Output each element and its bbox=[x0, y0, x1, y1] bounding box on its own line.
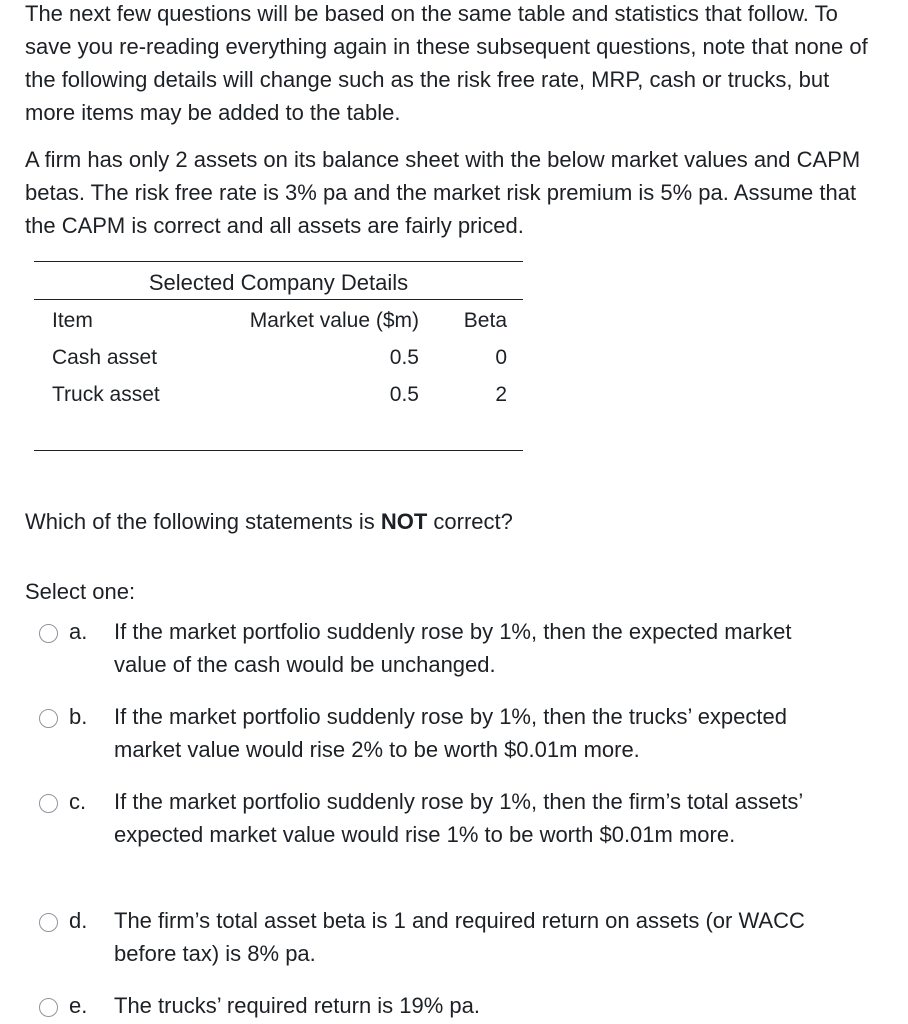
table-cell-market-value: 0.5 bbox=[389, 346, 419, 369]
table-top-rule bbox=[34, 261, 523, 262]
table-header-item: Item bbox=[52, 309, 93, 332]
radio-button-e[interactable] bbox=[39, 998, 58, 1017]
option-letter: c. bbox=[69, 789, 87, 814]
radio-button-c[interactable] bbox=[39, 794, 58, 813]
question-prompt bbox=[25, 505, 513, 538]
option-text[interactable]: The firm’s total asset beta is 1 and required return on assets (or WACC before tax) is 8% pa. bbox=[114, 908, 805, 966]
prompt-text-after: correct? bbox=[427, 509, 513, 534]
radio-button-d[interactable] bbox=[39, 913, 58, 932]
option-letter: b. bbox=[69, 704, 88, 729]
table-caption: Selected Company Details bbox=[148, 270, 409, 295]
table-cell-item: Cash asset bbox=[52, 346, 158, 369]
option-letter: a. bbox=[69, 619, 88, 644]
question-intro: The next few questions will be based on the same table and statistics that follow. To save you re-reading everything again in these subsequent questions, note that none of the following details will change such as the risk free rate, MRP, cash or trucks, but more items may be added to the table. bbox=[25, 1, 868, 125]
table-cell-item: Truck asset bbox=[52, 383, 160, 406]
table-bottom-rule bbox=[34, 450, 523, 451]
question-setup: A firm has only 2 assets on its balance sheet with the below market values and CAPM betas. The risk free rate is 3% pa and the market risk premium is 5% pa. Assume that the CAPM is correct and all assets are fairly priced. bbox=[25, 147, 861, 238]
select-one-label: Select one: bbox=[25, 579, 136, 604]
option-text[interactable]: If the market portfolio suddenly rose by 1%, then the expected market value of the cash would be unchanged. bbox=[114, 619, 792, 677]
table-cell-market-value: 0.5 bbox=[389, 383, 419, 406]
radio-button-b[interactable] bbox=[39, 709, 58, 728]
table-cell-beta: 0 bbox=[495, 346, 507, 369]
company-details-table bbox=[34, 261, 523, 451]
option-text[interactable]: If the market portfolio suddenly rose by 1%, then the trucks’ expected market value would rise 2% to be worth $0.01m more. bbox=[114, 704, 787, 762]
table-cell-beta: 2 bbox=[495, 383, 507, 406]
prompt-text-before: Which of the following statements is bbox=[25, 509, 381, 534]
prompt-emphasis: NOT bbox=[380, 509, 428, 534]
radio-button-a[interactable] bbox=[39, 624, 58, 643]
table-caption-rule bbox=[34, 299, 523, 300]
table-header-beta: Beta bbox=[463, 309, 507, 332]
option-letter: e. bbox=[69, 993, 88, 1018]
option-text[interactable]: The trucks’ required return is 19% pa. bbox=[114, 993, 481, 1018]
table-header-market-value: Market value ($m) bbox=[249, 309, 419, 332]
option-letter: d. bbox=[69, 908, 88, 933]
option-text[interactable]: If the market portfolio suddenly rose by 1%, then the firm’s total assets’ expected market value would rise 1% to be worth $0.01m more. bbox=[114, 789, 803, 847]
